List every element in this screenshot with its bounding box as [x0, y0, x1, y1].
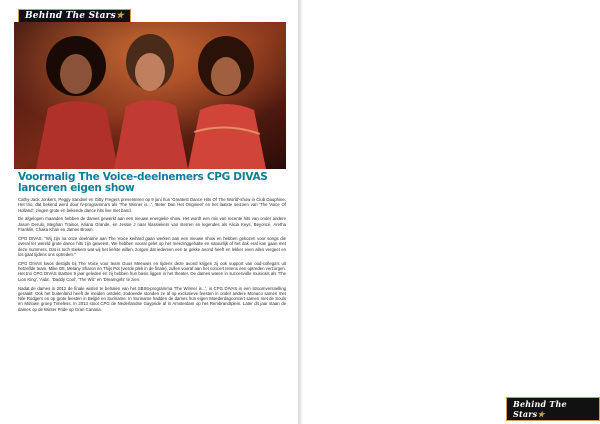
left-paragraph-1: Cathy-Jack Jonkers, Peggy Sandsel en Gitty Fregers presenteren op 9 juni hun 'Greatest Dance Hits Of The World'-show in Club Dauphine. Het trio, dat bekend werd door tv-programma's als 'The Winner is...', 'Beter Dan Het Origineel' en het laatste seizoen van 'The Voice Of Holland', zingen grote en bekende dance hits live met band.	[18, 197, 286, 213]
photo-illustration	[14, 22, 286, 169]
left-paragraph-2: De afgelopen maanden hebben de dames gewerkt aan een nieuwe energieke show. Het wordt een mix van recente hits van onder andere Jason Derulo, Meghan Trainor, Ariana Grande, en Jessie J naar klassiekers van sterren en legendes als Alicia Keys, Beyoncé, Aretha Franklin, Chaka Khan en James Brown.	[18, 216, 286, 233]
left-page	[0, 0, 298, 424]
behind-the-stars-logo-bottom: Behind The Stars★	[506, 397, 600, 421]
left-paragraph-5: Nadat de dames in 2012 de finale wisten te behalen van het SBS6-programma 'The Winner is...', is CPG DIVAS in een stroomversnelling geraakt. Ook het buitenland heeft de meiden ontdekt, zodoende stonden ze al op exclusieve feesten in onder andere Monaco samen met Nile Rodgers en op grote feesten in België en Suriname. In Suriname hadden de dames hun eigen Moederdagconcert samen met de Souls en Motown groep Timeless. In 2013 stoot CPG de Nederlandse Gaypride af in Amsterdam op het Rembrandtplein. Later dit jaar staan de dames op de Winter Pride op Gran Canaria.	[18, 285, 286, 312]
cpg-divas-photo	[14, 22, 286, 169]
left-article-body	[18, 197, 286, 316]
right-page	[302, 0, 600, 424]
left-paragraph-4: CPG DIVAS kwos destijds bij The Voice voor team Guus Meeuwis en tijdens deze avond krijgen zij ook support van oud-collega's uit hetzelfde team. Mike Ott, Melany Sharon en Thijs Pot (vierde plek in de finale), zullen vooraf aan het concert tevens een optreden verzorgen. Het trio CPG DIVAS startten 9 jaar geleden en zij hebben hun basis liggen in het theater. De dames waren in succesvolle musicals als 'The Lion King', 'Aida', 'Daddy Cool', 'The Wiz' en 'Dreamgirls' te zien.	[18, 260, 286, 282]
left-headline: Voormalig The Voice-deelnemers CPG DIVAS lanceren eigen show	[18, 171, 268, 194]
left-paragraph-3: CPG DIVAS: "Wij zijn na onze deelname aan The Voice keihard gaan werken aan een nieuwe show en hebben gekozen voor songs die overal ter wereld grote dance hits zijn geweest. We hebben vooral gelet op het meezinggehalte en natuurlijk of het dak eraf kan gaan met deze nummers. Dat is toch stiekem wat wij het liefste willen, zorgen dat iedereen een te gekke avond heeft en lekker even alles vergeet en los gaat tijdens ons optreden."	[18, 235, 286, 257]
behind-the-stars-logo: Behind The Stars★	[18, 9, 131, 23]
